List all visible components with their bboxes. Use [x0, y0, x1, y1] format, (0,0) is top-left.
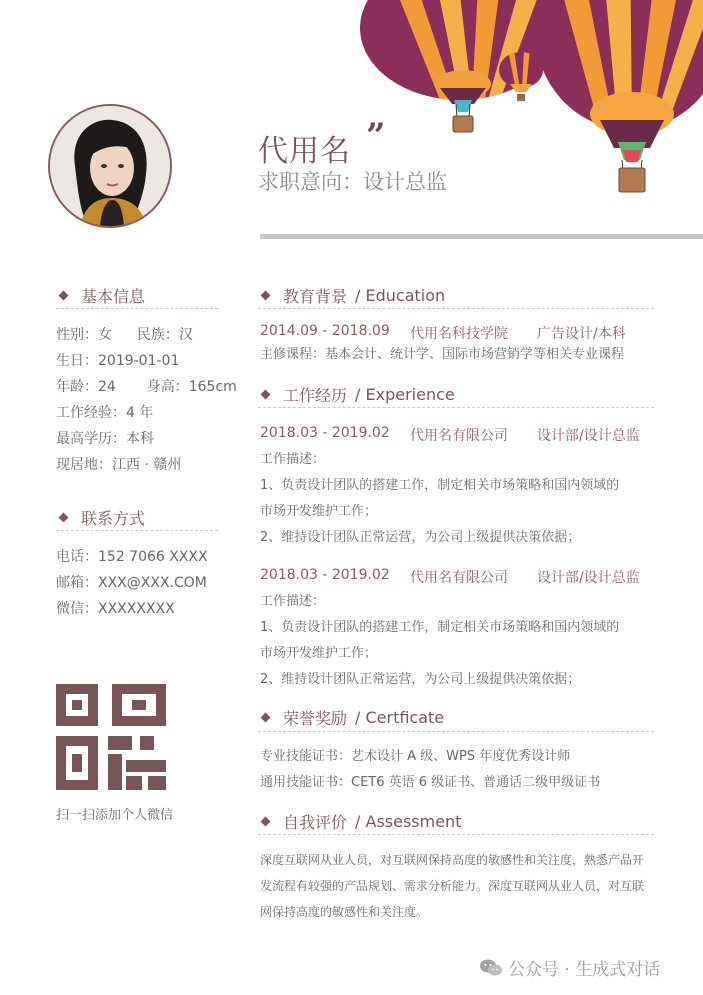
job-desc-line: 市场开发维护工作； — [260, 504, 378, 519]
height: 身高：165cm — [146, 379, 237, 395]
certificate-line: 专业技能证书：艺术设计 A 级、WPS 年度优秀设计师 — [260, 749, 571, 764]
diamond-bullet-icon — [261, 713, 271, 723]
ethnicity: 民族：汉 — [136, 327, 193, 343]
certificate-line: 通用技能证书：CET6 英语 6 级证书、普通话二级甲级证书 — [260, 775, 601, 790]
assessment-line: 发流程有较强的产品规划、需求分析能力。深度互联网从业人员，对互联 — [260, 879, 645, 893]
section-title-en: / Education — [355, 286, 446, 305]
age: 年龄：24 — [56, 379, 116, 395]
avatar — [48, 104, 172, 228]
section-title-en: / Certficate — [355, 708, 445, 727]
wechat-icon — [480, 959, 502, 977]
diamond-bullet-icon — [261, 817, 271, 827]
section-divider — [258, 308, 654, 309]
section-title: 教育背景 — [283, 287, 348, 306]
section-title: 自我评价 — [283, 813, 348, 832]
company-name: 代用名有限公司 — [410, 570, 508, 586]
section-divider — [56, 308, 218, 309]
section-title: 基本信息 — [81, 287, 146, 306]
section-divider — [258, 407, 654, 408]
company-name: 代用名有限公司 — [410, 428, 508, 444]
courses: 主修课程：基本会计、统计学、国际市场营销学等相关专业课程 — [260, 347, 625, 362]
section-heading-contact — [56, 506, 145, 529]
section-title: 工作经历 — [283, 386, 348, 405]
section-heading-basic — [56, 284, 145, 307]
job-role: 设计部/设计总监 — [537, 428, 640, 444]
job-desc-label: 工作描述： — [260, 594, 326, 609]
diamond-bullet-icon — [59, 513, 69, 523]
job-desc-line: 2、维持设计团队正常运营，为公司上级提供决策依据； — [260, 530, 581, 545]
section-title: 联系方式 — [81, 509, 146, 528]
assessment-line: 深度互联网从业人员，对互联网保持高度的敏感性和关注度，熟悉产品开 — [260, 853, 645, 867]
section-divider — [56, 530, 218, 531]
watermark-text: 公众号 · 生成式对话 — [508, 960, 661, 980]
residence: 现居地：江西 · 赣州 — [56, 457, 182, 473]
section-divider — [258, 834, 654, 835]
section-title-en: / Assessment — [355, 812, 462, 831]
major: 广告设计/本科 — [537, 326, 626, 342]
quote-mark: ” — [366, 116, 386, 156]
job-desc-line: 2、维持设计团队正常运营，为公司上级提供决策依据； — [260, 672, 581, 687]
section-heading-education — [258, 284, 445, 307]
diamond-bullet-icon — [261, 390, 271, 400]
job-intent: 求职意向：设计总监 — [258, 170, 447, 194]
header-divider-bar — [260, 234, 703, 239]
education-level: 最高学历：本科 — [56, 431, 154, 447]
job-period: 2018.03 - 2019.02 — [260, 425, 390, 441]
section-heading-assessment — [258, 810, 461, 833]
section-heading-experience — [258, 383, 455, 406]
gender: 性别：女 — [56, 327, 112, 343]
education-period: 2014.09 - 2018.09 — [260, 323, 390, 339]
assessment-line: 网保持高度的敏感性和关注度。 — [260, 905, 429, 919]
job-role: 设计部/设计总监 — [537, 570, 640, 586]
qr-caption: 扫一扫添加个人微信 — [56, 808, 174, 823]
wechat: 微信：XXXXXXXX — [56, 601, 175, 617]
info-row — [56, 322, 193, 348]
job-desc-line: 1、负责设计团队的搭建工作，制定相关市场策略和国内领域的 — [260, 478, 620, 493]
email: 邮箱：XXX@XXX.COM — [56, 575, 207, 591]
section-title-en: / Experience — [355, 385, 455, 404]
education-row — [260, 323, 626, 343]
school-name: 代用名科技学院 — [410, 326, 508, 342]
info-row — [56, 374, 237, 400]
job-desc-line: 1、负责设计团队的搭建工作，制定相关市场策略和国内领域的 — [260, 620, 620, 635]
watermark — [480, 955, 660, 980]
phone: 电话：152 7066 XXXX — [56, 549, 208, 565]
section-divider — [258, 731, 654, 732]
work-experience: 工作经验：4 年 — [56, 405, 154, 421]
job-desc-line: 市场开发维护工作； — [260, 646, 378, 661]
avatar-photo — [50, 106, 170, 226]
job-period: 2018.03 - 2019.02 — [260, 567, 390, 583]
job-desc-label: 工作描述： — [260, 452, 326, 467]
qr-code-image — [56, 684, 166, 790]
diamond-bullet-icon — [261, 291, 271, 301]
job-row — [260, 425, 640, 445]
candidate-name: 代用名 — [258, 134, 351, 169]
section-heading-honors — [258, 706, 444, 729]
section-title: 荣誉奖励 — [283, 709, 348, 728]
job-row — [260, 567, 640, 587]
birthday: 生日：2019-01-01 — [56, 353, 180, 369]
diamond-bullet-icon — [59, 291, 69, 301]
